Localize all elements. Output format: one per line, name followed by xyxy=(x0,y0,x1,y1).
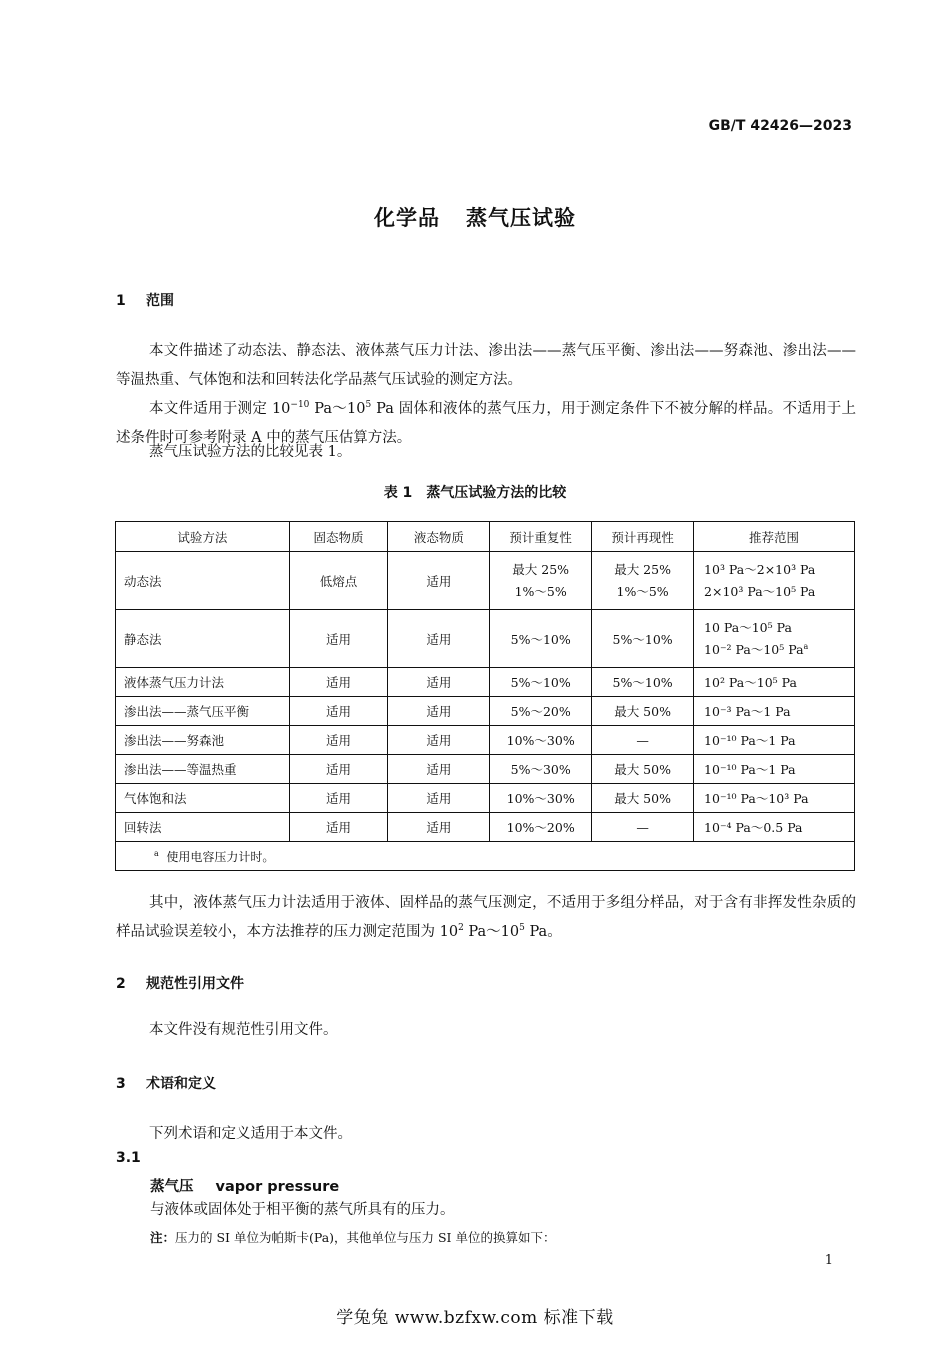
table-header-row xyxy=(116,522,855,552)
section-number: 2 xyxy=(116,976,126,992)
cell-line: 1%～5% xyxy=(616,583,669,599)
term-definition: 与液体或固体处于相平衡的蒸气所具有的压力。 xyxy=(150,1202,455,1218)
header-cell: 预计再现性 xyxy=(592,522,694,552)
table-footnote xyxy=(116,842,855,871)
title-part2: 蒸气压试验 xyxy=(466,206,576,230)
solid-cell: 适用 xyxy=(289,610,388,668)
repeatability-cell: 5%～30% xyxy=(490,755,592,784)
method-cell: 液体蒸气压力计法 xyxy=(116,668,290,697)
section-1-heading xyxy=(116,290,174,310)
text-run: Pa～10 xyxy=(463,924,520,940)
method-cell: 渗出法——等温热重 xyxy=(116,755,290,784)
footnote-mark: a xyxy=(803,641,809,651)
text-run: Pa 固体和液体的蒸气压力，用于测定条件下不被分解的样品。不适用于上述条件时可参考附录 A 中的蒸气压估算方法。 xyxy=(116,401,857,446)
method-cell: 渗出法——努森池 xyxy=(116,726,290,755)
section-3-paragraph: 下列术语和定义适用于本文件。 xyxy=(149,1126,352,1142)
header-cell: 推荐范围 xyxy=(694,522,855,552)
liquid-cell: 适用 xyxy=(388,755,490,784)
range-cell: 10² Pa～10⁵ Pa xyxy=(694,668,855,697)
cell-line: 10 Pa～10⁵ Pa xyxy=(704,619,792,635)
range-text: 10⁻² Pa～10⁵ Pa xyxy=(704,641,804,657)
range-cell: 10⁻³ Pa～1 Pa xyxy=(694,697,855,726)
method-cell: 气体饱和法 xyxy=(116,784,290,813)
reproducibility-cell: 最大 50% xyxy=(592,784,694,813)
header-cell: 液态物质 xyxy=(388,522,490,552)
section-1-paragraph-1: 本文件描述了动态法、静态法、液体蒸气压力计法、渗出法——蒸气压平衡、渗出法——努森池、渗出法——等温热重、气体饱和法和回转法化学品蒸气压试验的测定方法。 xyxy=(116,343,856,388)
section-title: 术语和定义 xyxy=(146,1076,216,1092)
range-cell: 10⁻¹⁰ Pa～1 Pa xyxy=(694,726,855,755)
solid-cell: 适用 xyxy=(289,697,388,726)
cell-line xyxy=(704,639,848,661)
method-cell: 静态法 xyxy=(116,610,290,668)
table-row xyxy=(116,813,855,842)
section-title: 规范性引用文件 xyxy=(146,976,244,992)
cell-line: 10³ Pa～2×10³ Pa xyxy=(704,561,816,577)
repeatability-cell: 5%～10% xyxy=(490,668,592,697)
table-row xyxy=(116,697,855,726)
table-row xyxy=(116,784,855,813)
repeatability-cell: 5%～10% xyxy=(490,610,592,668)
reproducibility-cell xyxy=(592,552,694,610)
footnote-text: 使用电容压力计时。 xyxy=(166,849,275,864)
header-cell: 预计重复性 xyxy=(490,522,592,552)
section-number: 3 xyxy=(116,1076,126,1092)
reproducibility-cell: — xyxy=(592,813,694,842)
reproducibility-cell: 5%～10% xyxy=(592,610,694,668)
subsection-number: 3.1 xyxy=(116,1150,141,1166)
solid-cell: 低熔点 xyxy=(289,552,388,610)
exponent: 5 xyxy=(365,400,372,411)
reproducibility-cell: 最大 50% xyxy=(592,697,694,726)
cell-line: 最大 25% xyxy=(614,561,671,577)
page-number: 1 xyxy=(824,1253,833,1268)
section-number: 1 xyxy=(116,293,126,309)
repeatability-cell: 10%～20% xyxy=(490,813,592,842)
reproducibility-cell: — xyxy=(592,726,694,755)
table-row xyxy=(116,552,855,610)
cell-line: 最大 25% xyxy=(512,561,570,577)
liquid-cell: 适用 xyxy=(388,784,490,813)
liquid-cell: 适用 xyxy=(388,668,490,697)
range-cell xyxy=(694,552,855,610)
table-caption xyxy=(0,482,950,502)
header-cell: 固态物质 xyxy=(289,522,388,552)
comparison-table xyxy=(115,521,855,871)
section-title: 范围 xyxy=(146,293,174,309)
solid-cell: 适用 xyxy=(289,668,388,697)
site-watermark: 学兔兔 www.bzfxw.com 标准下载 xyxy=(336,1308,614,1328)
section-1-paragraph-3: 蒸气压试验方法的比较见表 1。 xyxy=(149,444,352,460)
liquid-cell: 适用 xyxy=(388,552,490,610)
table-title: 蒸气压试验方法的比较 xyxy=(426,485,567,501)
text-run: 本文件适用于测定 10 xyxy=(149,401,291,417)
repeatability-cell: 5%～20% xyxy=(490,697,592,726)
table-row xyxy=(116,610,855,668)
standard-number: GB/T 42426—2023 xyxy=(708,118,852,134)
range-cell xyxy=(694,610,855,668)
method-cell: 渗出法——蒸气压平衡 xyxy=(116,697,290,726)
liquid-cell: 适用 xyxy=(388,610,490,668)
cell-line: 2×10³ Pa～10⁵ Pa xyxy=(704,583,816,599)
term-chinese: 蒸气压 xyxy=(150,1179,194,1195)
repeatability-cell: 10%～30% xyxy=(490,726,592,755)
exponent: 2 xyxy=(458,923,464,934)
after-table-paragraph xyxy=(116,889,856,947)
repeatability-cell: 10%～30% xyxy=(490,784,592,813)
note xyxy=(150,1228,555,1246)
table-row xyxy=(116,755,855,784)
table-footnote-row xyxy=(116,842,855,871)
text-run: Pa～10 xyxy=(309,401,366,417)
solid-cell: 适用 xyxy=(289,813,388,842)
liquid-cell: 适用 xyxy=(388,726,490,755)
note-label: 注： xyxy=(150,1230,176,1245)
page-title xyxy=(0,202,950,232)
repeatability-cell xyxy=(490,552,592,610)
method-cell: 回转法 xyxy=(116,813,290,842)
cell-line: 1%～5% xyxy=(514,583,567,599)
footnote-mark: a xyxy=(154,848,159,858)
table-label: 表 1 xyxy=(383,485,413,501)
text-run: 其中，液体蒸气压力计法适用于液体、固样品的蒸气压测定，不适用于多组分样品，对于含有非挥发性杂质的样品试验误差较小，本方法推荐的压力测定范围为 10 xyxy=(116,895,856,940)
range-cell: 10⁻¹⁰ Pa～1 Pa xyxy=(694,755,855,784)
term-english: vapor pressure xyxy=(215,1179,340,1195)
text-run: Pa。 xyxy=(524,924,562,940)
header-cell: 试验方法 xyxy=(116,522,290,552)
solid-cell: 适用 xyxy=(289,726,388,755)
exponent: 5 xyxy=(519,923,525,934)
reproducibility-cell: 5%～10% xyxy=(592,668,694,697)
method-cell: 动态法 xyxy=(116,552,290,610)
section-2-heading xyxy=(116,973,244,993)
table-row xyxy=(116,726,855,755)
range-cell: 10⁻⁴ Pa～0.5 Pa xyxy=(694,813,855,842)
title-part1: 化学品 xyxy=(374,206,440,230)
reproducibility-cell: 最大 50% xyxy=(592,755,694,784)
range-cell: 10⁻¹⁰ Pa～10³ Pa xyxy=(694,784,855,813)
liquid-cell: 适用 xyxy=(388,813,490,842)
section-3-heading xyxy=(116,1073,216,1093)
note-text: 压力的 SI 单位为帕斯卡(Pa)，其他单位与压力 SI 单位的换算如下： xyxy=(175,1230,556,1245)
exponent: −10 xyxy=(290,400,310,411)
solid-cell: 适用 xyxy=(289,784,388,813)
table-row xyxy=(116,668,855,697)
term-entry xyxy=(150,1175,339,1196)
section-2-paragraph: 本文件没有规范性引用文件。 xyxy=(149,1022,338,1038)
liquid-cell: 适用 xyxy=(388,697,490,726)
solid-cell: 适用 xyxy=(289,755,388,784)
